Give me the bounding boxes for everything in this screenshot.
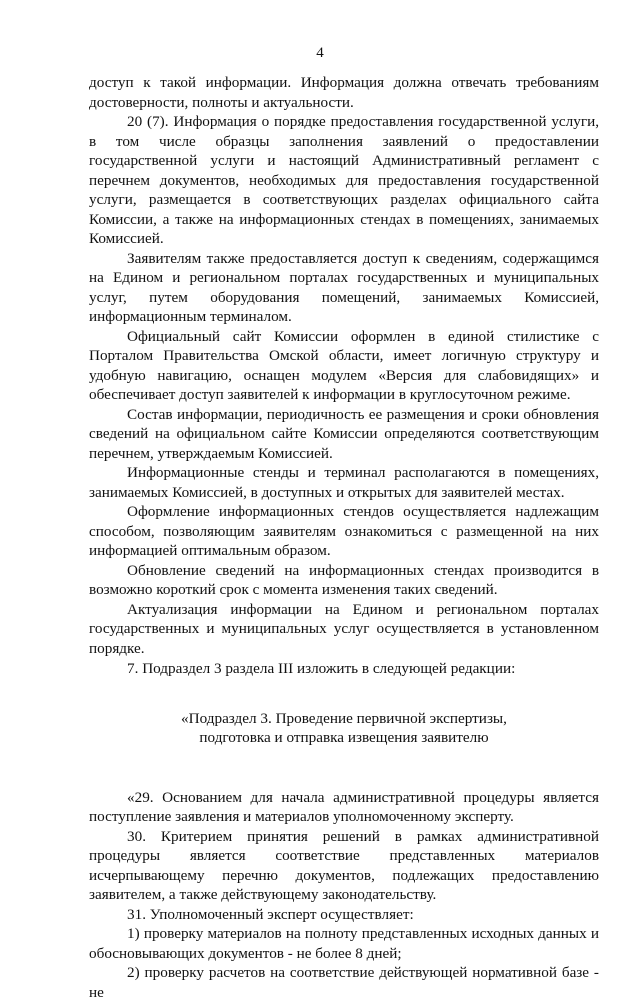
- subsection-heading: [89, 709, 599, 748]
- paragraph-subitem-1: 1) проверку материалов на полноту представленных исходных данных и обосновывающих документов - не более 8 дней;: [89, 925, 599, 962]
- paragraph-stands-location: Информационные стенды и терминал располагаются в помещениях, занимаемых Комиссией, в доступных и открытых для заявителей местах.: [89, 464, 599, 501]
- paragraph-item-29: «29. Основанием для начала административной процедуры является поступление заявления и материалов уполномоченному эксперту.: [89, 788, 599, 825]
- paragraph-stands-design: Оформление информационных стендов осуществляется надлежащим способом, позволяющим заявителям ознакомиться с размещенной на них информацией оптимальным образом.: [89, 503, 599, 559]
- subsection-heading-line-2: подготовка и отправка извещения заявителю: [199, 729, 489, 746]
- paragraph-item-7: 7. Подраздел 3 раздела III изложить в следующей редакции:: [127, 660, 516, 677]
- paragraph-item-30: 30. Критерием принятия решений в рамках административной процедуры является соответствие представленных материалов исчерпывающему перечню документов, подлежащих предоставлению заявителем, а также действующему законодательству.: [89, 827, 599, 903]
- paragraph-official-site: Официальный сайт Комиссии оформлен в единой стилистике с Порталом Правительства Омской области, имеет логичную структуру и удобную навигацию, оснащен модулем «Версия для слабовидящих» и обеспечивает доступ заявителей к информации в круглосуточном режиме.: [89, 327, 599, 403]
- paragraph-portal-update: Актуализация информации на Едином и региональном порталах государственных и муниципальных услуг осуществляется в установленном порядке.: [89, 600, 599, 657]
- paragraph-item-31: 31. Уполномоченный эксперт осуществляет:: [127, 905, 414, 923]
- paragraph-info-composition: Состав информации, периодичность ее размещения и сроки обновления сведений на официальном сайте Комиссии определяются соответствующим перечнем, утверждаемым Комиссией.: [89, 405, 599, 462]
- document-body: [89, 73, 599, 1002]
- paragraph-continuation: доступ к такой информации. Информация должна отвечать требованиям достоверности, полноты и актуальности.: [89, 74, 599, 111]
- page-number: 4: [316, 45, 324, 61]
- paragraph-subitem-2: 2) проверку расчетов на соответствие действующей нормативной базе - не: [89, 964, 599, 1001]
- paragraph-item-20: 20 (7). Информация о порядке предоставления государственной услуги, в том числе образцы заполнения заявлений о предоставлении государственной услуги и настоящий Административный регламент с перечнем документов, необходимых для предоставления государственной услуги, размещается в соответствующих разделах официального сайта Комиссии, а также на информационных стендах в помещениях, занимаемых Комиссией.: [89, 113, 599, 247]
- paragraph-stands-update: Обновление сведений на информационных стендах производится в возможно короткий срок с момента изменения таких сведений.: [89, 561, 599, 598]
- subsection-heading-line-1: «Подраздел 3. Проведение первичной экспертизы,: [181, 709, 507, 727]
- paragraph-portal-access: Заявителям также предоставляется доступ к сведениям, содержащимся на Едином и региональном порталах государственных и муниципальных услуг, путем оборудования помещений, занимаемых Комиссией, информационным терминалом.: [89, 249, 599, 325]
